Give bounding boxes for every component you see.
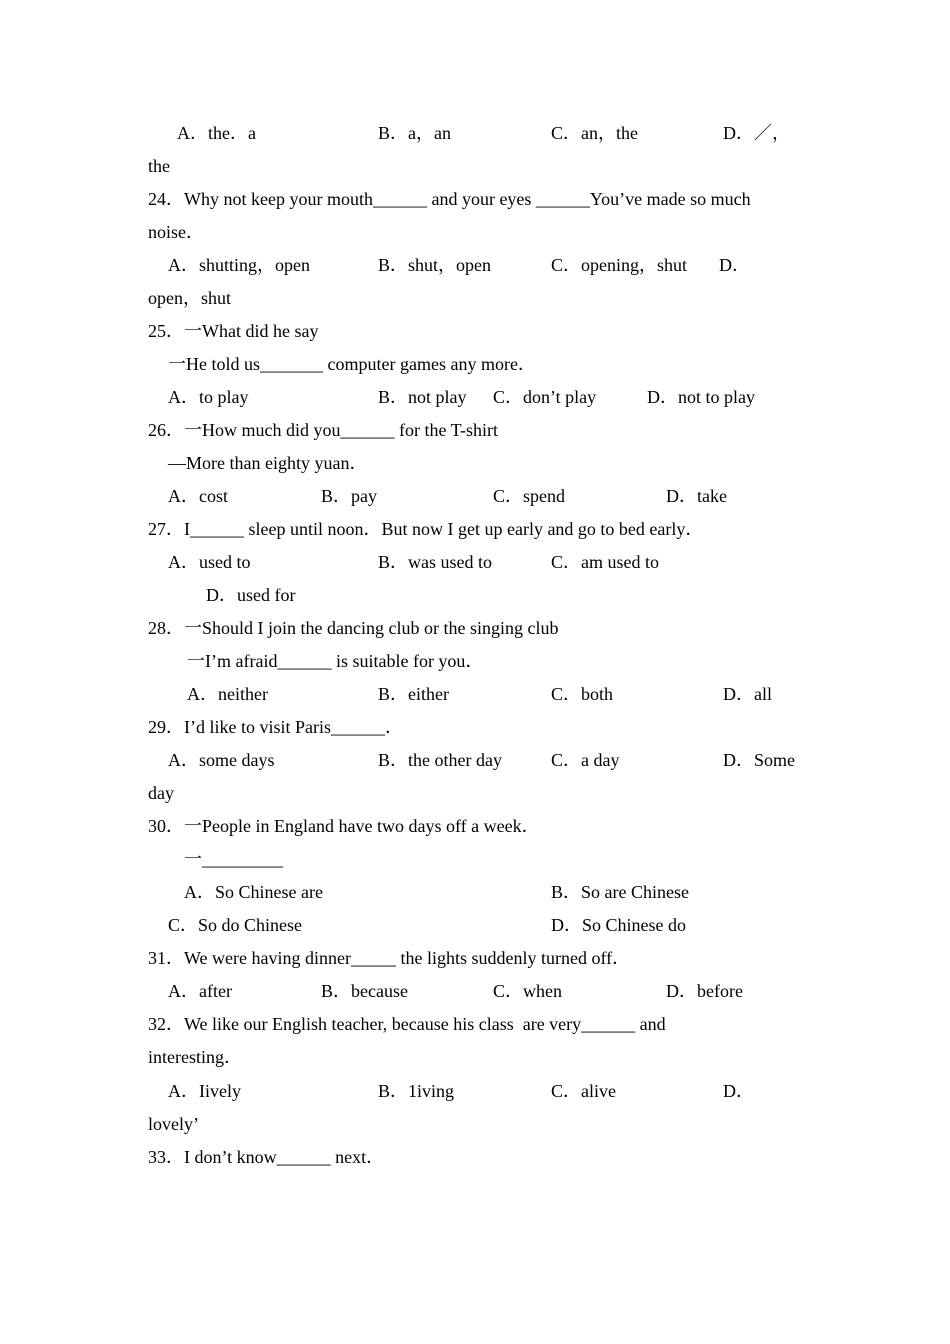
option-29-c: C．a day: [551, 750, 620, 770]
question-24: 24．Why not keep your mouth______ and your eyes ______You’ve made so much: [148, 189, 751, 209]
option-24-d-cont: open，shut: [148, 288, 231, 308]
option-27-b: B．was used to: [378, 552, 492, 572]
question-32: 32．We like our English teacher, because his class are very______ and: [148, 1014, 666, 1034]
option-25-d: D．not to play: [647, 387, 755, 407]
question-27: 27．I______ sleep until noon．But now I get up early and go to bed early．: [148, 519, 704, 539]
option-32-d: D．: [723, 1081, 754, 1101]
question-28-answer: 一I’m afraid______ is suitable for you．: [187, 651, 484, 671]
option-28-b: B．either: [378, 684, 449, 704]
question-29: 29．I’d like to visit Paris______．: [148, 717, 403, 737]
option-28-c: C．both: [551, 684, 614, 704]
option-23-c: C．an，the: [551, 123, 638, 143]
option-23-b: B．a，an: [378, 123, 451, 143]
question-26-answer: —More than eighty yuan．: [168, 453, 368, 473]
option-29-b: B．the other day: [378, 750, 502, 770]
option-30-a: A．So Chinese are: [184, 882, 323, 902]
question-24-cont: noise．: [148, 222, 204, 242]
option-24-d: D．: [719, 255, 750, 275]
question-28: 28．一Should I join the dancing club or the singing club: [148, 618, 559, 638]
option-23-d-cont: the: [148, 156, 170, 176]
option-24-b: B．shut，open: [378, 255, 492, 275]
option-27-c: C．am used to: [551, 552, 659, 572]
question-26: 26．一How much did you______ for the T-shirt: [148, 420, 498, 440]
option-31-b: B．because: [321, 981, 408, 1001]
option-32-d-cont: lovely’: [148, 1114, 199, 1134]
question-30: 30．一People in England have two days off a week．: [148, 816, 540, 836]
option-25-c: C．don’t play: [493, 387, 597, 407]
option-24-a: A．shutting，open: [168, 255, 310, 275]
option-32-c: C．alive: [551, 1081, 616, 1101]
option-30-c: C．So do Chinese: [168, 915, 303, 935]
option-24-c: C．opening，shut: [551, 255, 688, 275]
option-27-d: D．used for: [206, 585, 296, 605]
option-25-b: B．not play: [378, 387, 467, 407]
option-30-b: B．So are Chinese: [551, 882, 689, 902]
option-29-a: A．some days: [168, 750, 275, 770]
option-26-b: B．pay: [321, 486, 377, 506]
option-29-d: D．Some: [723, 750, 795, 770]
option-26-c: C．spend: [493, 486, 565, 506]
question-33: 33．I don’t know______ next．: [148, 1147, 385, 1167]
option-31-c: C．when: [493, 981, 562, 1001]
option-28-a: A．neither: [187, 684, 268, 704]
option-23-d: D．／，: [723, 123, 790, 143]
question-30-blank: 一_________: [184, 849, 283, 869]
option-29-d-cont: day: [148, 783, 174, 803]
question-32-cont: interesting．: [148, 1047, 242, 1067]
option-31-a: A．after: [168, 981, 232, 1001]
option-32-b: B．1iving: [378, 1081, 455, 1101]
option-30-d: D．So Chinese do: [551, 915, 686, 935]
option-28-d: D．all: [723, 684, 772, 704]
option-26-a: A．cost: [168, 486, 228, 506]
option-26-d: D．take: [666, 486, 727, 506]
option-23-a: A．the．a: [177, 123, 256, 143]
option-32-a: A．Iively: [168, 1081, 241, 1101]
option-31-d: D．before: [666, 981, 743, 1001]
option-27-a: A．used to: [168, 552, 251, 572]
question-25: 25．一What did he say: [148, 321, 319, 341]
question-31: 31．We were having dinner_____ the lights suddenly turned off．: [148, 948, 631, 968]
question-25-answer: 一He told us_______ computer games any more．: [168, 354, 536, 374]
option-25-a: A．to play: [168, 387, 249, 407]
